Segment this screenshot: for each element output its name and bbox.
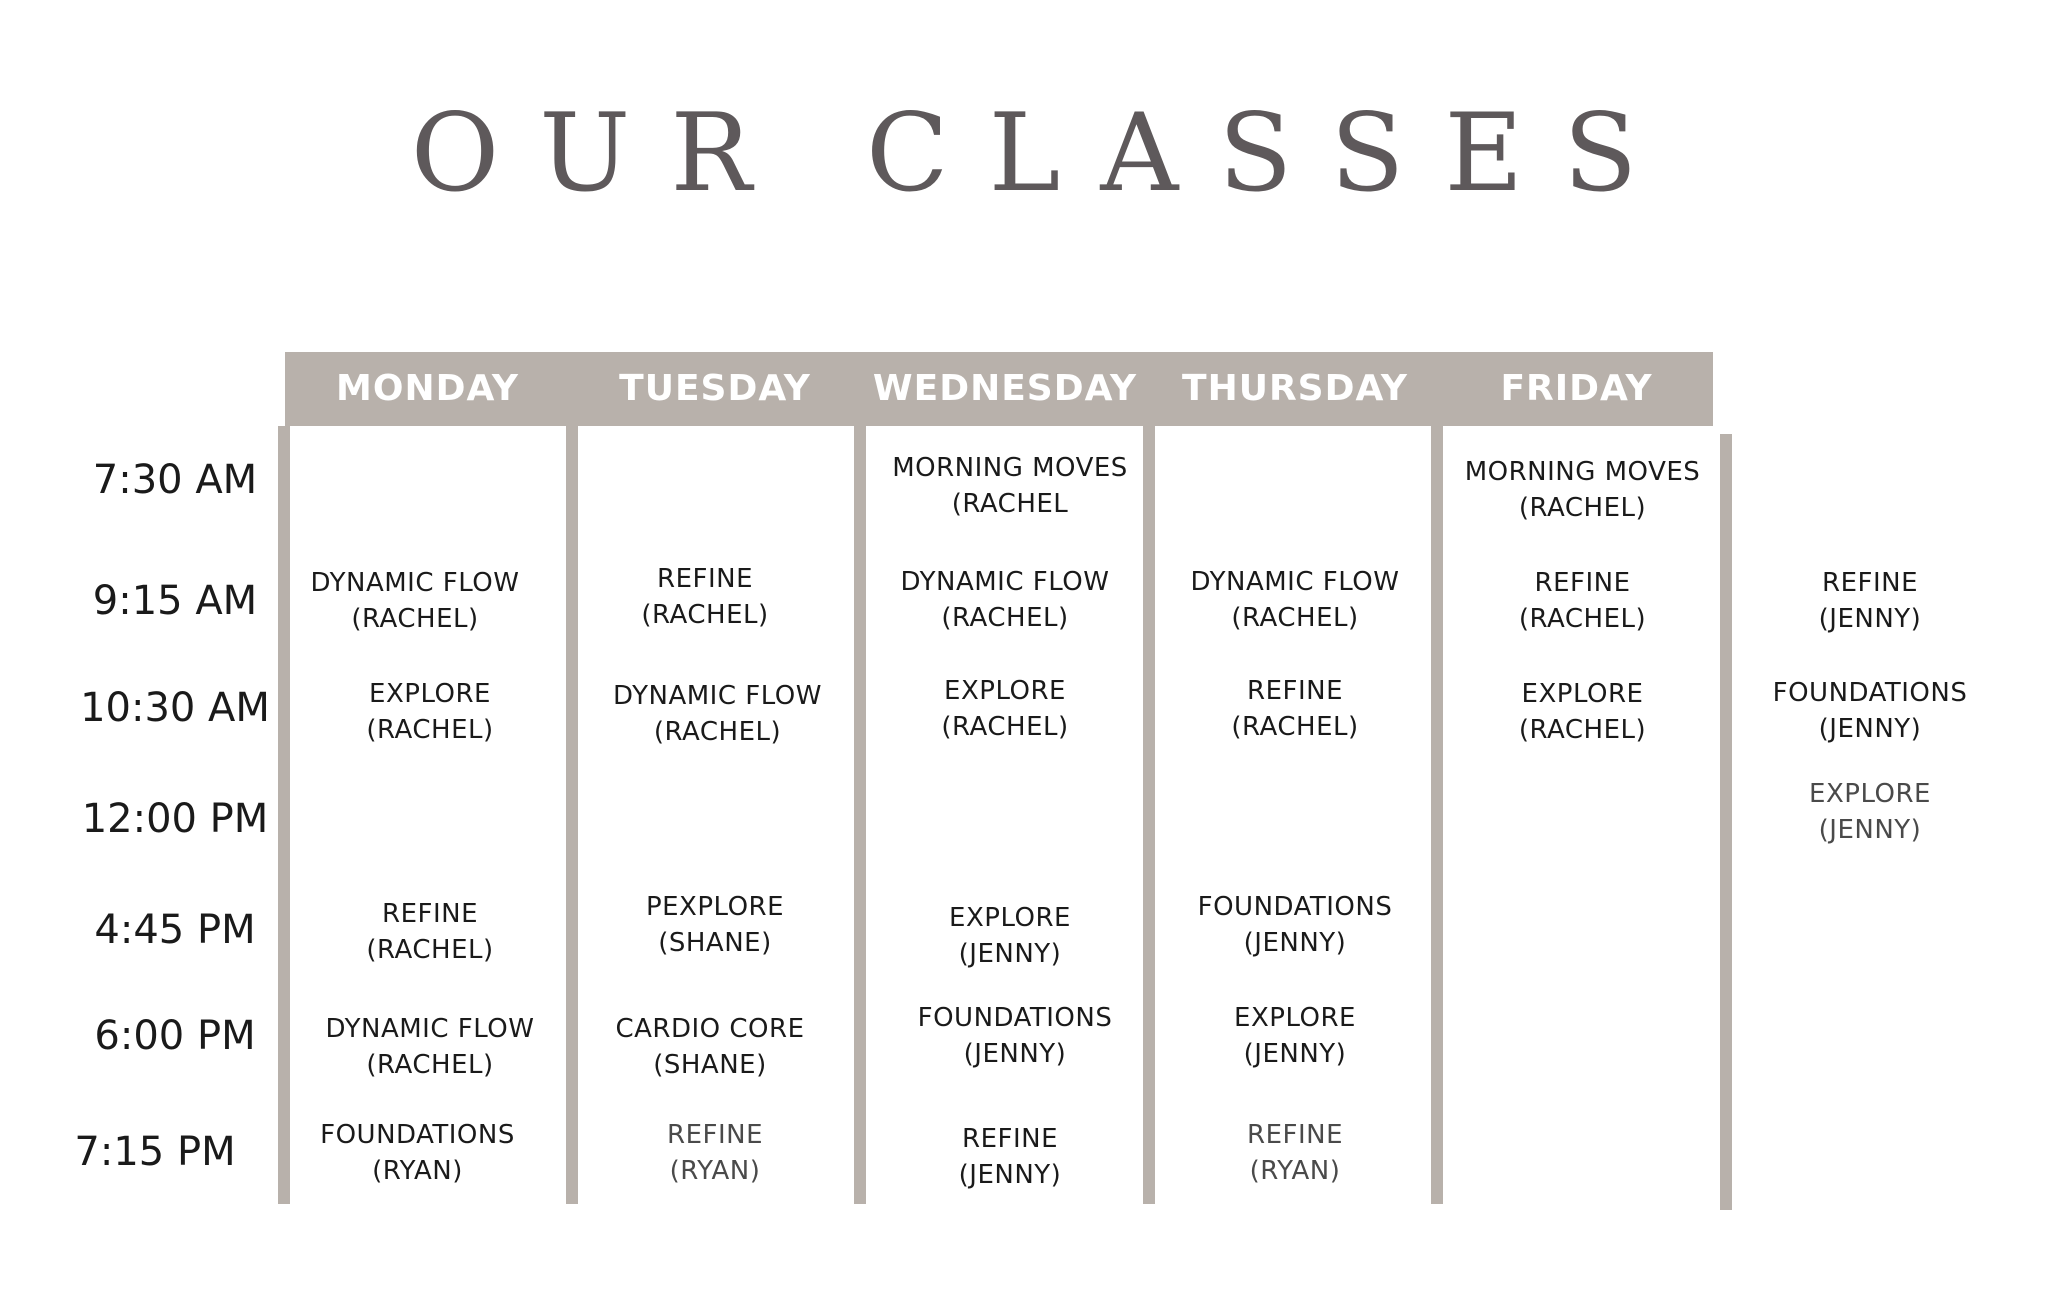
class-cell bbox=[1445, 676, 1720, 748]
class-name: REFINE bbox=[382, 899, 478, 929]
class-cell bbox=[1445, 565, 1720, 637]
instructor-name: (RACHEL bbox=[951, 489, 1069, 519]
class-cell bbox=[580, 561, 830, 633]
class-cell bbox=[1445, 454, 1720, 526]
class-cell bbox=[870, 1121, 1150, 1193]
instructor-name: (RACHEL) bbox=[1231, 603, 1359, 633]
class-cell bbox=[295, 1011, 565, 1083]
instructor-name: (RACHEL) bbox=[1518, 493, 1647, 523]
class-name: EXPLORE bbox=[1234, 1003, 1356, 1033]
class-name: REFINE bbox=[667, 1120, 763, 1150]
instructor-name: (RACHEL) bbox=[1231, 712, 1359, 742]
time-label: 10:30 AM bbox=[80, 685, 270, 731]
time-label: 7:30 AM bbox=[92, 457, 258, 503]
column-divider bbox=[1720, 434, 1732, 1210]
instructor-name: (RACHEL) bbox=[1518, 715, 1647, 745]
instructor-name: (JENNY) bbox=[958, 1160, 1062, 1190]
column-divider bbox=[1143, 426, 1155, 1204]
column-divider bbox=[854, 426, 866, 1204]
class-cell bbox=[865, 673, 1145, 745]
time-label: 6:00 PM bbox=[94, 1013, 256, 1059]
class-name: DYNAMIC FLOW bbox=[1190, 567, 1400, 597]
instructor-name: (RYAN) bbox=[1249, 1156, 1341, 1186]
instructor-name: (JENNY) bbox=[1243, 928, 1347, 958]
class-name: FOUNDATIONS bbox=[1772, 678, 1968, 708]
instructor-name: (RACHEL) bbox=[653, 717, 782, 747]
class-cell bbox=[1155, 889, 1435, 961]
day-header-thursday: THURSDAY bbox=[1182, 368, 1408, 409]
class-name: MORNING MOVES bbox=[892, 453, 1128, 483]
class-cell bbox=[285, 1117, 550, 1189]
class-name: PEXPLORE bbox=[645, 892, 785, 922]
class-name: REFINE bbox=[657, 564, 753, 594]
day-header-monday: MONDAY bbox=[336, 368, 519, 409]
column-divider bbox=[566, 426, 578, 1204]
class-name: REFINE bbox=[1534, 568, 1631, 598]
class-cell bbox=[285, 565, 545, 637]
class-cell bbox=[580, 1117, 850, 1189]
class-name: REFINE bbox=[1822, 568, 1918, 598]
instructor-name: (JENNY) bbox=[1818, 815, 1922, 845]
instructor-name: (SHANE) bbox=[653, 1050, 767, 1080]
instructor-name: (RYAN) bbox=[669, 1156, 761, 1186]
class-name: DYNAMIC FLOW bbox=[900, 567, 1110, 597]
day-header-friday: FRIDAY bbox=[1500, 368, 1653, 409]
class-name: FOUNDATIONS bbox=[320, 1120, 515, 1150]
class-name: REFINE bbox=[1247, 676, 1343, 706]
instructor-name: (RACHEL) bbox=[351, 604, 479, 634]
class-name: MORNING MOVES bbox=[1464, 457, 1701, 487]
class-cell bbox=[295, 896, 565, 968]
instructor-name: (RACHEL) bbox=[366, 935, 494, 965]
instructor-name: (RYAN) bbox=[372, 1156, 463, 1186]
class-name: EXPLORE bbox=[949, 903, 1071, 933]
instructor-name: (JENNY) bbox=[958, 939, 1062, 969]
instructor-name: (RACHEL) bbox=[941, 603, 1069, 633]
class-name: EXPLORE bbox=[1809, 779, 1931, 809]
class-cell bbox=[865, 450, 1155, 522]
class-cell bbox=[875, 1000, 1155, 1072]
class-cell bbox=[865, 564, 1145, 636]
class-cell bbox=[575, 1011, 845, 1083]
time-label: 4:45 PM bbox=[94, 907, 256, 953]
class-cell bbox=[580, 678, 855, 750]
instructor-name: (SHANE) bbox=[658, 928, 772, 958]
class-cell bbox=[1735, 776, 2005, 848]
class-name: DYNAMIC FLOW bbox=[310, 568, 520, 598]
class-cell bbox=[1735, 565, 2005, 637]
instructor-name: (JENNY) bbox=[1818, 714, 1922, 744]
class-cell bbox=[295, 676, 565, 748]
page-title: OUR CLASSES bbox=[410, 91, 1678, 216]
instructor-name: (RACHEL) bbox=[1518, 604, 1647, 634]
column-divider bbox=[1431, 426, 1443, 1204]
day-header-tuesday: TUESDAY bbox=[619, 368, 811, 409]
class-cell bbox=[580, 889, 850, 961]
class-cell bbox=[1155, 1000, 1435, 1072]
class-name: FOUNDATIONS bbox=[917, 1003, 1113, 1033]
instructor-name: (RACHEL) bbox=[366, 715, 494, 745]
time-label: 12:00 PM bbox=[81, 796, 269, 842]
instructor-name: (RACHEL) bbox=[641, 600, 769, 630]
class-name: DYNAMIC FLOW bbox=[613, 681, 822, 711]
time-label: 7:15 PM bbox=[74, 1129, 236, 1175]
class-name: REFINE bbox=[1247, 1120, 1343, 1150]
class-name: DYNAMIC FLOW bbox=[325, 1014, 535, 1044]
class-name: CARDIO CORE bbox=[615, 1014, 805, 1044]
class-name: REFINE bbox=[962, 1124, 1058, 1154]
instructor-name: (JENNY) bbox=[1243, 1039, 1347, 1069]
class-name: EXPLORE bbox=[944, 676, 1066, 706]
class-cell bbox=[870, 900, 1150, 972]
class-cell bbox=[1155, 564, 1435, 636]
instructor-name: (RACHEL) bbox=[941, 712, 1069, 742]
time-label: 9:15 AM bbox=[92, 578, 258, 624]
class-name: FOUNDATIONS bbox=[1197, 892, 1393, 922]
class-name: EXPLORE bbox=[369, 679, 491, 709]
class-cell bbox=[1735, 675, 2005, 747]
class-cell bbox=[1155, 673, 1435, 745]
class-name: EXPLORE bbox=[1521, 679, 1644, 709]
day-header-wednesday: WEDNESDAY bbox=[872, 368, 1138, 409]
class-cell bbox=[1155, 1117, 1435, 1189]
instructor-name: (JENNY) bbox=[963, 1039, 1067, 1069]
instructor-name: (JENNY) bbox=[1818, 604, 1922, 634]
instructor-name: (RACHEL) bbox=[366, 1050, 494, 1080]
